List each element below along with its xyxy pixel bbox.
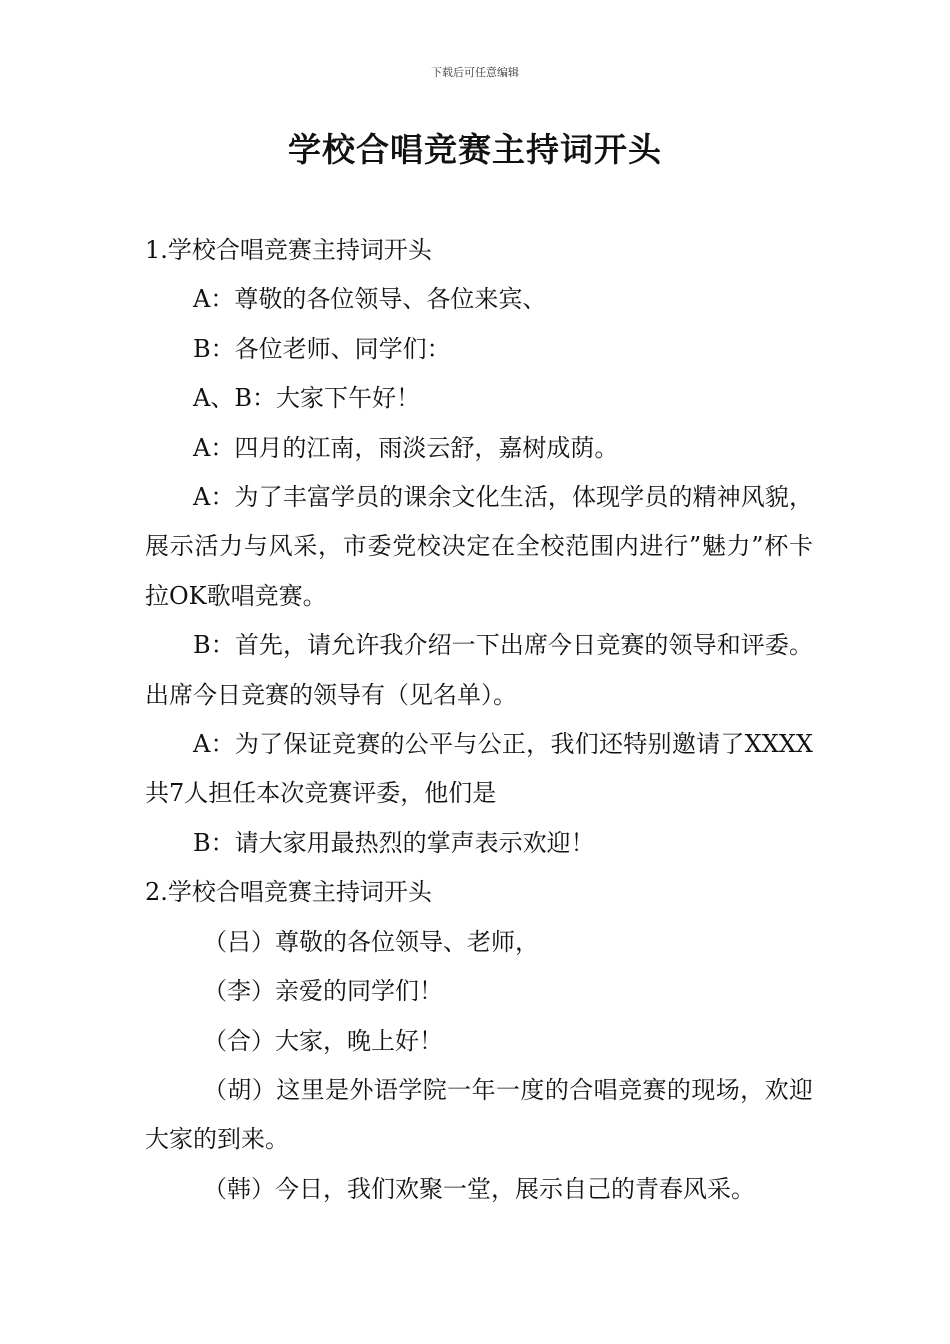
- paragraph: A：为了丰富学员的课余文化生活，体现学员的精神风貌，展示活力与风采，市委党校决定在全校范围内进行”魅力”杯卡拉OK歌唱竞赛。: [145, 483, 813, 610]
- paragraph: （合）大家，晚上好！: [203, 1026, 443, 1055]
- page-header-note: 下载后可任意编辑: [431, 66, 519, 79]
- paragraph: （韩）今日，我们欢聚一堂，展示自己的青春风采。: [203, 1174, 755, 1203]
- paragraph: A：四月的江南，雨淡云舒，嘉树成荫。: [193, 433, 619, 462]
- paragraph: A：为了保证竞赛的公平与公正，我们还特别邀请了XXXX共7人担任本次竞赛评委，他们是: [145, 730, 813, 808]
- section-heading-1: 1.学校合唱竞赛主持词开头: [145, 236, 432, 264]
- paragraph: （吕）尊敬的各位领导、老师，: [203, 927, 539, 956]
- paragraph: A：尊敬的各位领导、各位来宾、: [193, 285, 547, 314]
- paragraph: （李）亲爱的同学们！: [203, 977, 443, 1006]
- paragraph: B：请大家用最热烈的掌声表示欢迎！: [193, 828, 595, 857]
- paragraph: （胡）这里是外语学院一年一度的合唱竞赛的现场，欢迎大家的到来。: [145, 1075, 813, 1154]
- section-heading-2: 2.学校合唱竞赛主持词开头: [145, 878, 432, 907]
- document-body: [145, 226, 813, 1214]
- document-title: 学校合唱竞赛主持词开头: [288, 130, 662, 169]
- paragraph: B：各位老师、同学们：: [193, 334, 451, 363]
- paragraph: A、B：大家下午好！: [193, 384, 420, 413]
- paragraph: B：首先，请允许我介绍一下出席今日竞赛的领导和评委。出席今日竞赛的领导有（见名单）。: [145, 631, 813, 709]
